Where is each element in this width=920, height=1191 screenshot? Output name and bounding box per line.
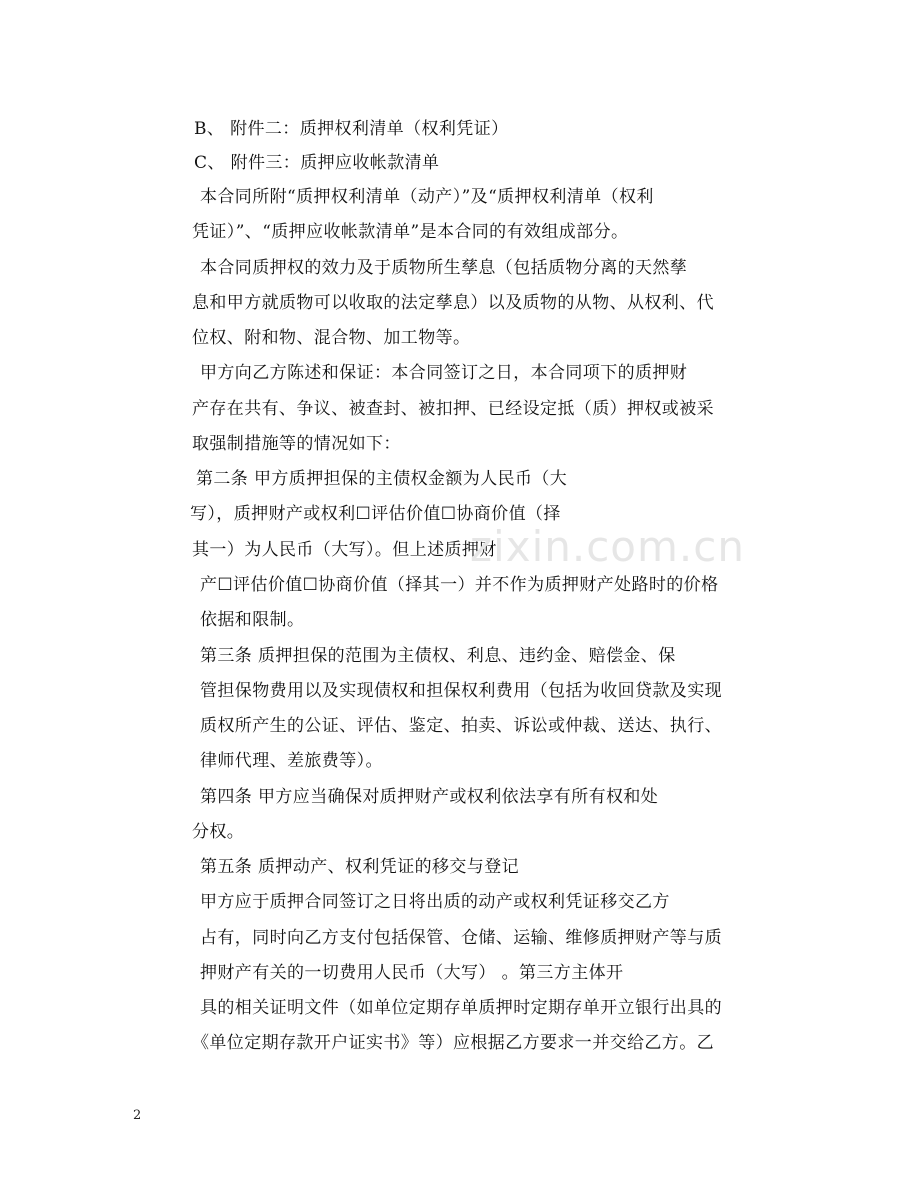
- text-line: 占有，同时向乙方支付包括保管、仓储、运输、维修质押财产等与质: [200, 928, 722, 948]
- text-line: C、 附件三：质押应收帐款清单: [194, 153, 440, 173]
- text-line: 分权。: [192, 822, 245, 842]
- text-line: 甲方向乙方陈述和保证：本合同签订之日，本合同项下的质押财: [200, 363, 688, 383]
- section-heading: 第五条 质押动产、权利凭证的移交与登记: [200, 857, 520, 877]
- text-line: 凭证）”、“质押应收帐款清单”是本合同的有效组成部分。: [192, 222, 629, 242]
- text-line: 具的相关证明文件（如单位定期存单质押时定期存单开立银行出具的: [200, 998, 722, 1018]
- text-line: 律师代理、差旅费等）。: [200, 751, 383, 771]
- text-line: 质权所产生的公证、评估、鉴定、拍卖、诉讼或仲裁、送达、执行、: [200, 716, 722, 736]
- section-heading: 第二条 甲方质押担保的主债权金额为人民币（大: [196, 469, 568, 489]
- watermark: zixin.com.cn: [470, 522, 745, 571]
- text-line: 取强制措施等的情况如下：: [192, 434, 401, 454]
- page-number: 2: [133, 1108, 142, 1123]
- text-line: 依据和限制。: [200, 610, 305, 630]
- text-line: 本合同质押权的效力及于质物所生孳息（包括质物分离的天然孳: [200, 258, 688, 278]
- text-line: 写），质押财产或权利☐评估价值☐协商价值（择: [190, 504, 561, 524]
- text-line: 押财产有关的一切费用人民币（大写） 。第三方主体开: [200, 963, 624, 983]
- text-line: 产☐评估价值☐协商价值（择其一）并不作为质押财产处路时的价格: [200, 575, 719, 595]
- text-line: 产存在共有、争议、被查封、被扣押、已经设定抵（质）押权或被采: [192, 399, 714, 419]
- section-heading: 第三条 质押担保的范围为主债权、利息、违约金、赔偿金、保: [200, 646, 676, 666]
- text-line: 其一）为人民币（大写）。但上述质押财: [192, 540, 497, 560]
- text-line: 《单位定期存款开户证实书》等）应根据乙方要求一并交给乙方。乙: [192, 1033, 714, 1053]
- text-line: 本合同所附“质押权利清单（动产）”及“质押权利清单（权利: [200, 187, 654, 207]
- text-line: 息和甲方就质物可以收取的法定孳息）以及质物的从物、从权利、代: [192, 293, 714, 313]
- text-line: B、 附件二：质押权利清单（权利凭证）: [194, 119, 509, 139]
- text-line: 甲方应于质押合同签订之日将出质的动产或权利凭证移交乙方: [200, 892, 670, 912]
- text-line: 位权、附和物、混合物、加工物等。: [192, 328, 471, 348]
- section-heading: 第四条 甲方应当确保对质押财产或权利依法享有所有权和处: [200, 787, 659, 807]
- text-line: 管担保物费用以及实现债权和担保权利费用（包括为收回贷款及实现: [200, 681, 722, 701]
